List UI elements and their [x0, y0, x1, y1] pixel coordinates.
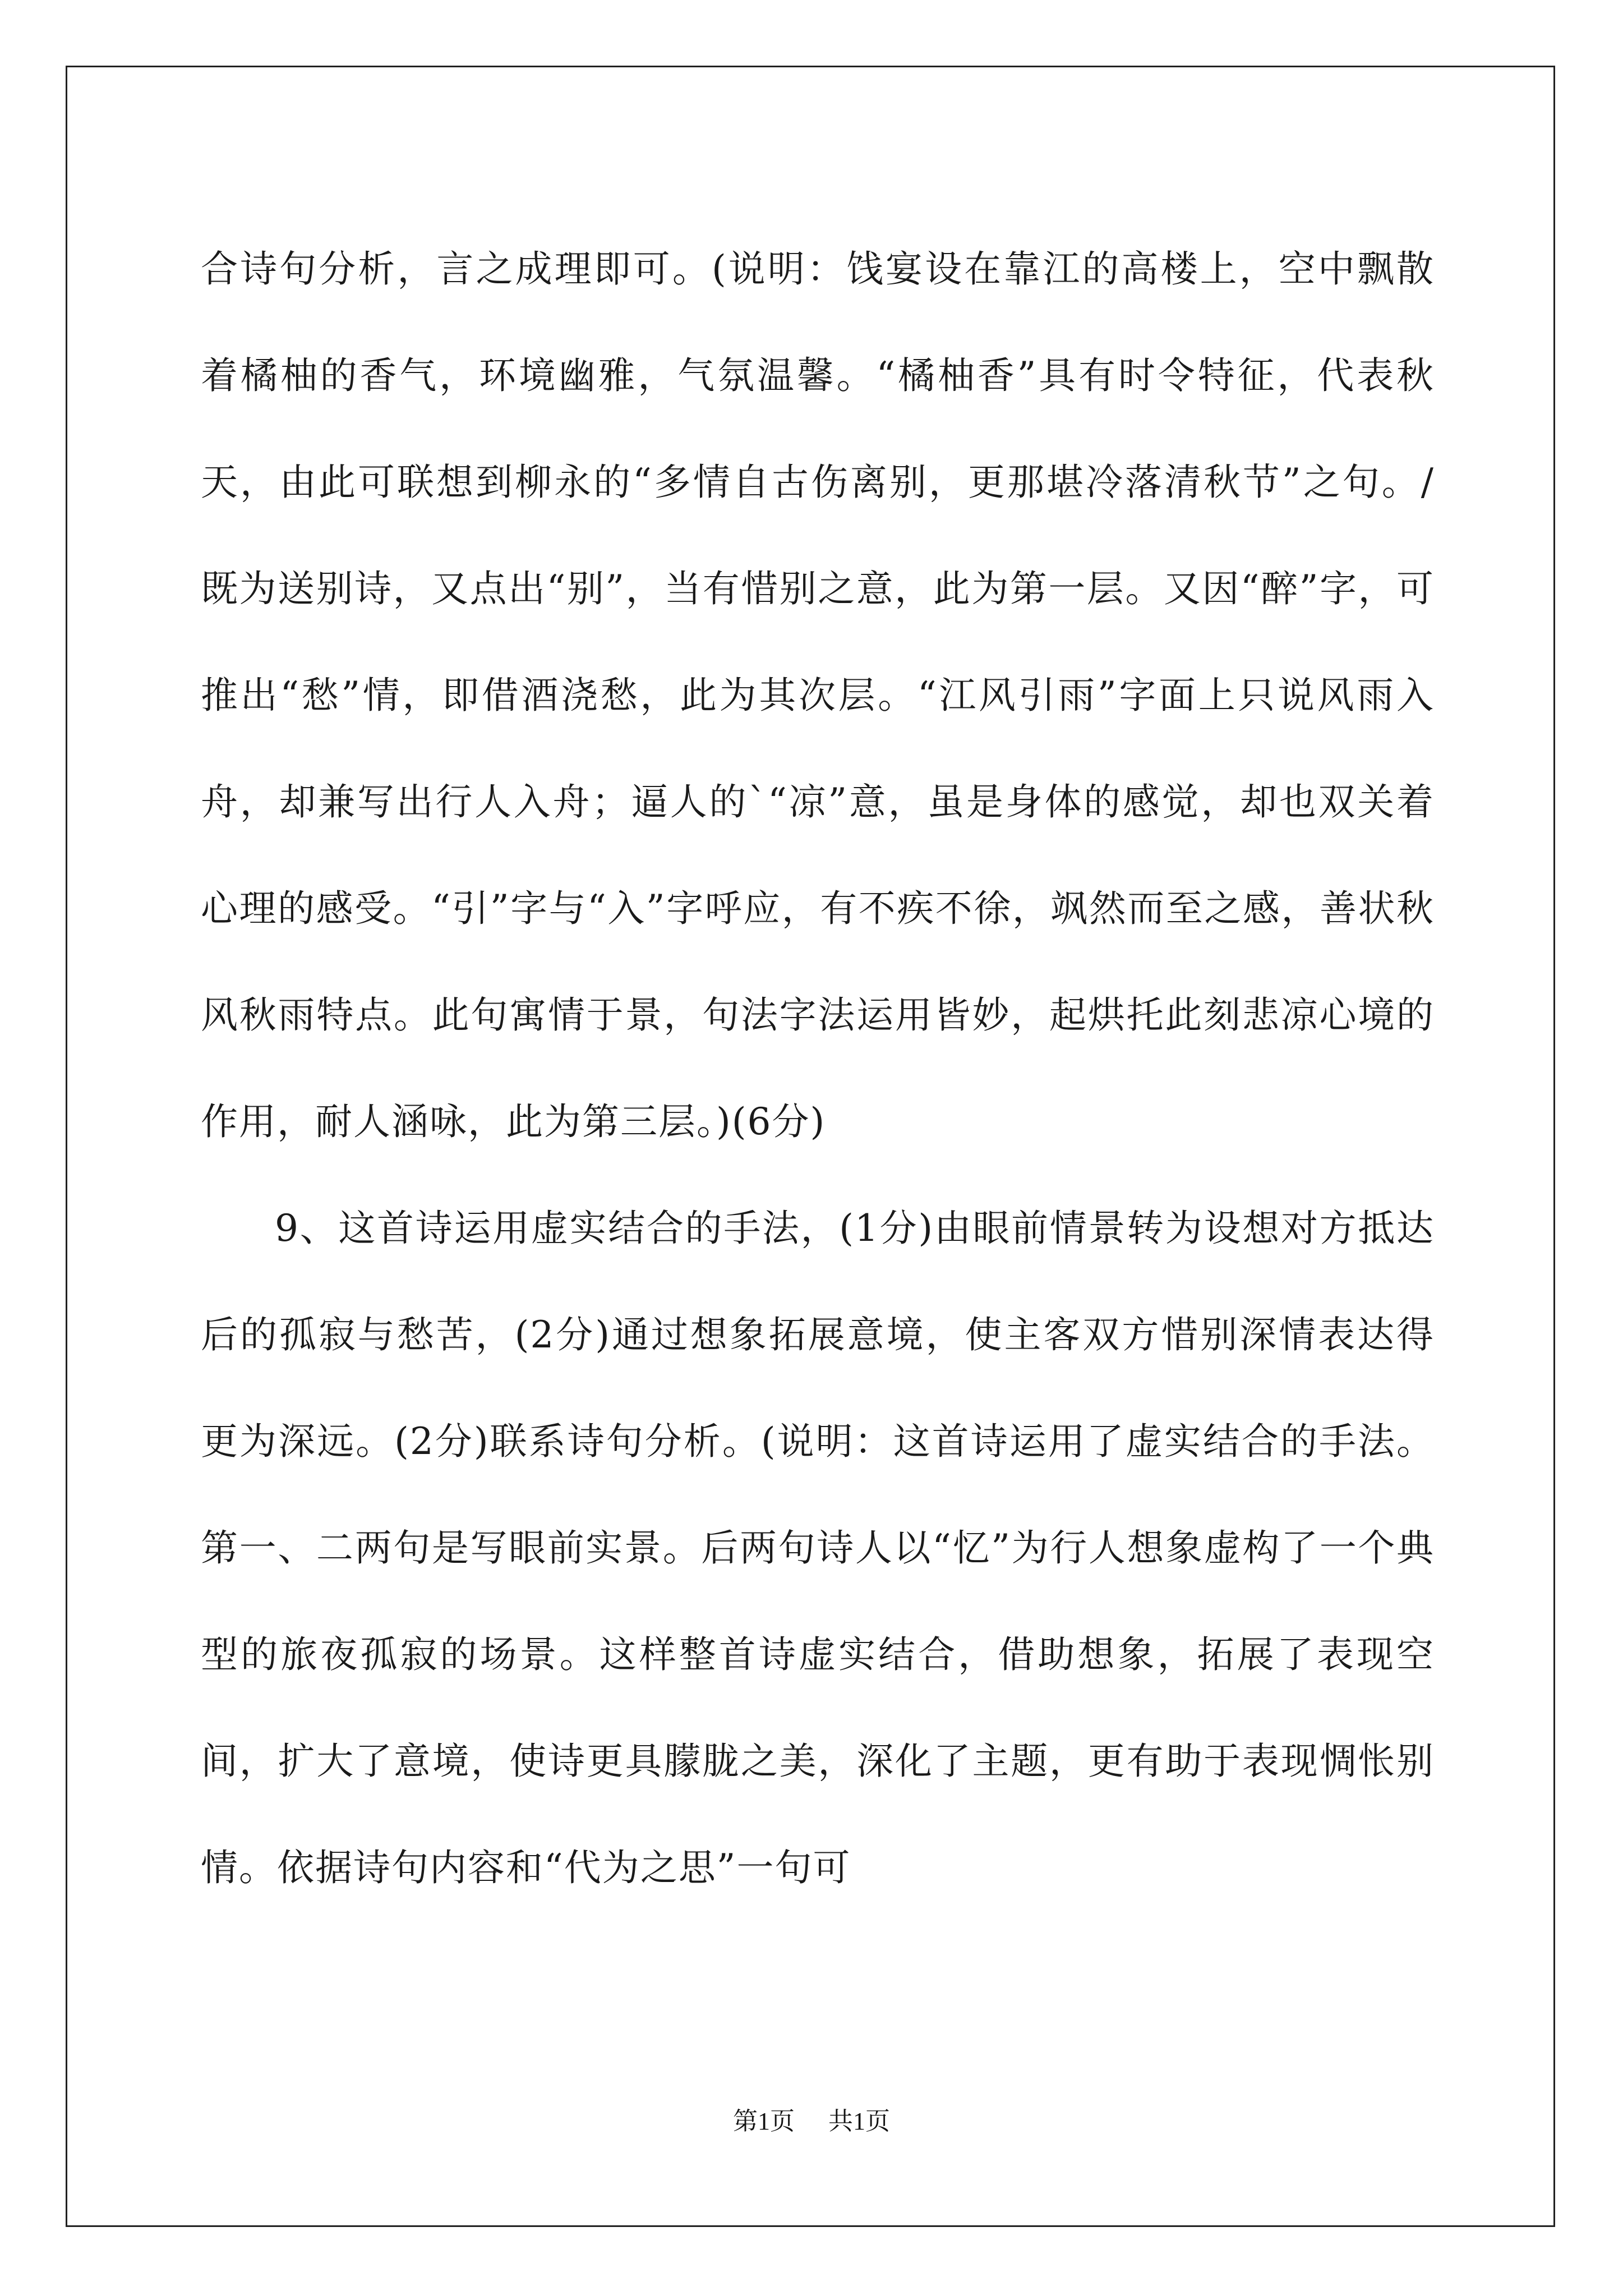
paragraph-answer-continuation: 合诗句分析，言之成理即可。(说明：饯宴设在靠江的高楼上，空中飘散着橘柚的香气，环境幽雅，气氛温馨。“橘柚香”具有时令特征，代表秋天，由此可联想到柳永的“多情自古伤离别，更那堪冷落清秋节”之句。/既为送别诗，又点出“别”，当有惜别之意，此为第一层。又因“醉”字，可推出“愁”情，即借酒浇愁，此为其次层。“江风引雨”字面上只说风雨入舟，却兼写出行人入舟；逼人的`“凉”意，虽是身体的感觉，却也双关着心理的感受。“引”字与“入”字呼应，有不疾不徐，飒然而至之感，善状秋风秋雨特点。此句寓情于景，句法字法运用皆妙，起烘托此刻悲凉心境的作用，耐人涵咏，此为第三层。)(6分): [201, 247, 1435, 1143]
page-number: 第1页: [733, 2108, 795, 2135]
document-body: [201, 216, 1435, 1921]
page-footer: [0, 2101, 1623, 2137]
page-total: 共1页: [828, 2108, 890, 2135]
paragraph-answer-9: 9、这首诗运用虚实结合的手法，(1分)由眼前情景转为设想对方抵达后的孤寂与愁苦，(2分)通过想象拓展意境，使主客双方惜别深情表达得更为深远。(2分)联系诗句分析。(说明：这首诗运用了虚实结合的手法。第一、二两句是写眼前实景。后两句诗人以“忆”为行人想象虚构了一个典型的旅夜孤寂的场景。这样整首诗虚实结合，借助想象，拓展了表现空间，扩大了意境，使诗更具朦胧之美，深化了主题，更有助于表现惆怅别情。依据诗句内容和“代为之思”一句可: [201, 1207, 1435, 1889]
